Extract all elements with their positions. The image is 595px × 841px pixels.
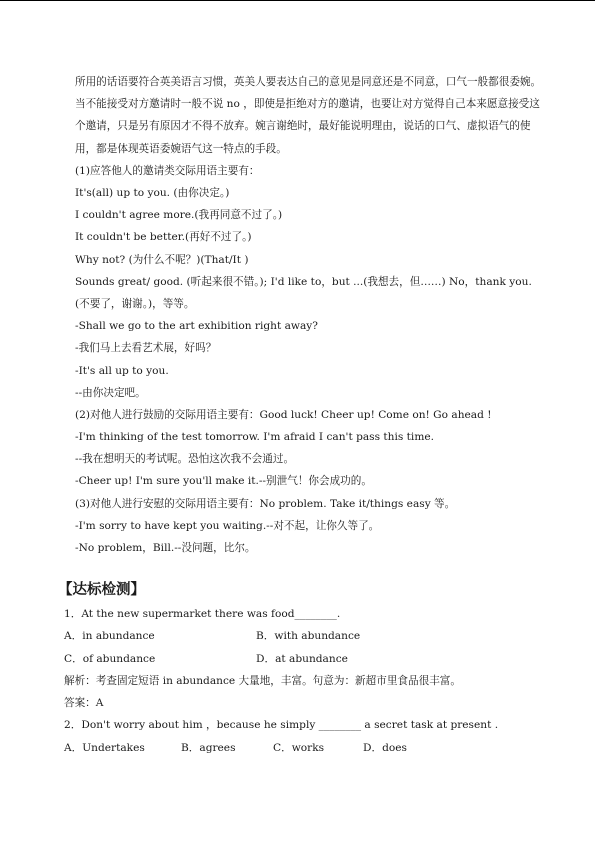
text-line: -I'm thinking of the test tomorrow. I'm afraid I can't pass this time. — [75, 431, 435, 444]
text-line: -No problem，Bill.--没问题，比尔。 — [75, 542, 256, 554]
question-2: 2．Don't worry about him ，because he simply ________ a secret task at present . — [64, 719, 499, 732]
text-line: (2)对他人进行鼓励的交际用语主要有：Good luck! Cheer up! Come on! Go ahead ! — [75, 408, 492, 421]
option-b: B．with abundance — [256, 630, 361, 643]
intro-paragraph: 所用的话语要符合英美语言习惯，英美人要表达自己的意见是同意还是不同意，口气一般都很委婉。当不能接受对方邀请时一般不说 no ，即使是拒绝对方的邀请，也要让对方觉得自己本来愿意接受这个邀请，只是另有原因才不得不放弃。婉言谢绝时，最好能说明理由，说话的口气、虚拟语气的使用，都是体现英语委婉语气这一特点的手段。 — [75, 76, 542, 155]
text-line: -I'm sorry to have kept you waiting.--对不起，让你久等了。 — [75, 519, 380, 532]
text-line: -Shall we go to the art exhibition right away? — [75, 320, 318, 333]
text-line: It couldn't be better.(再好不过了。) — [75, 231, 252, 244]
question-1-options-row-2 — [64, 648, 544, 670]
question-1: 1．At the new supermarket there was food________. — [64, 608, 341, 620]
text-line: I couldn't agree more.(我再同意不过了。) — [75, 209, 283, 222]
option-a: A．Undertakes — [64, 741, 145, 754]
text-line: -我们马上去看艺术展，好吗？ — [75, 342, 217, 355]
option-d: D．does — [363, 741, 407, 754]
question-2-options — [64, 737, 544, 759]
text-line: (不要了，谢谢。)，等等。 — [75, 297, 195, 310]
quiz-section — [64, 603, 544, 759]
text-line: (1)应答他人的邀请类交际用语主要有： — [75, 164, 260, 177]
option-a: A．in abundance — [64, 630, 155, 643]
option-c: C．of abundance — [64, 652, 156, 665]
main-content — [75, 71, 545, 559]
text-line: Sounds great/ good. (听起来很不错。); I'd like to，but ...(我想去，但……) No，thank you. — [75, 275, 532, 288]
text-line: (3)对他人进行安慰的交际用语主要有：No problem. Take it/things easy 等。 — [75, 497, 456, 510]
text-line: It's(all) up to you. (由你决定。) — [75, 187, 230, 199]
question-1-answer: 答案：A — [64, 697, 104, 710]
text-line: -Cheer up! I'm sure you'll make it.--别泄气！你会成功的。 — [75, 475, 372, 488]
text-line: Why not? (为什么不呢？)(That/It ) — [75, 253, 249, 266]
option-c: C．works — [273, 741, 325, 754]
question-1-options-row-1 — [64, 625, 544, 647]
question-1-analysis: 解析：考查固定短语 in abundance 大量地，丰富。句意为：新超市里食品很丰富。 — [64, 674, 461, 687]
top-border-line — [0, 0, 595, 1]
text-line: -It's all up to you. — [75, 364, 169, 377]
option-b: B．agrees — [181, 741, 236, 754]
option-d: D．at abundance — [256, 652, 348, 665]
section-title: 【达标检测】 — [58, 582, 145, 598]
text-line: --由你决定吧。 — [75, 386, 146, 399]
text-line: --我在想明天的考试呢。恐怕这次我不会通过。 — [75, 453, 295, 466]
